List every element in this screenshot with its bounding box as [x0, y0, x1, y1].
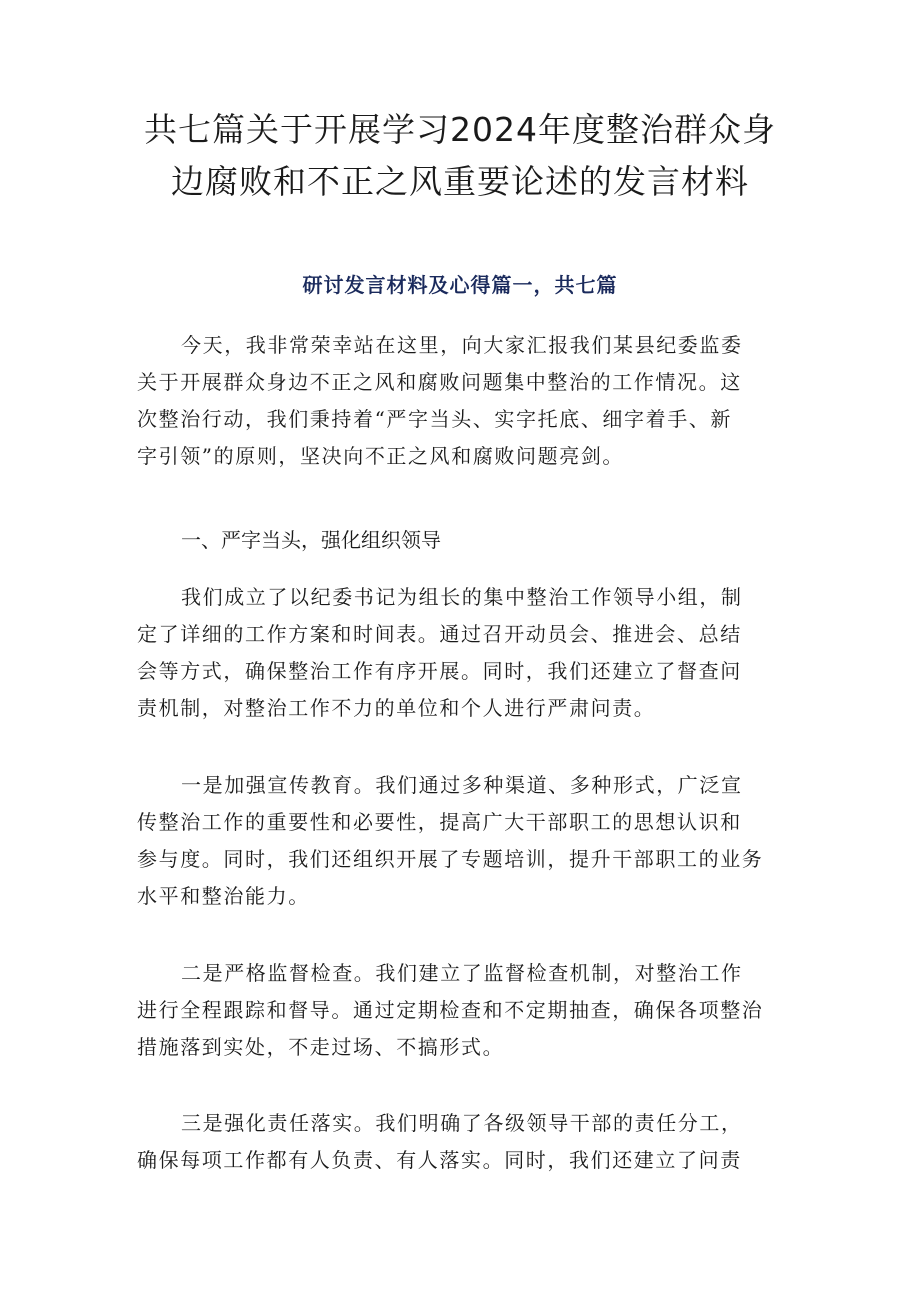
paragraph-line: 定了详细的工作方案和时间表。通过召开动员会、推进会、总结 [137, 622, 742, 646]
paragraph-line: 传整治工作的重要性和必要性，提高广大干部职工的思想认识和 [137, 810, 742, 834]
body-paragraph [137, 327, 792, 475]
paragraph-line: 我们成立了以纪委书记为组长的集中整治工作领导小组，制 [181, 585, 743, 609]
paragraph-line: 今天，我非常荣幸站在这里，向大家汇报我们某县纪委监委 [181, 333, 743, 357]
body-paragraph [137, 1105, 792, 1179]
section-heading: 一、严字当头，强化组织领导 [181, 528, 441, 552]
paragraph-line: 确保每项工作都有人负责、有人落实。同时，我们还建立了问责 [137, 1148, 742, 1172]
title-line: 边腐败和不正之风重要论述的发言材料 [171, 162, 749, 201]
document-title [130, 104, 790, 208]
paragraph-line: 二是严格监督检查。我们建立了监督检查机制，对整治工作 [181, 961, 743, 985]
paragraph-line: 会等方式，确保整治工作有序开展。同时，我们还建立了督查问 [137, 659, 742, 683]
paragraph-line: 次整治行动，我们秉持着“严字当头、实字托底、细字着手、新 [137, 407, 733, 431]
paragraph-line: 关于开展群众身边不正之风和腐败问题集中整治的工作情况。这 [137, 370, 742, 394]
paragraph-line: 措施落到实处，不走过场、不搞形式。 [137, 1035, 505, 1059]
body-paragraph [137, 579, 792, 727]
title-line: 共七篇关于开展学习2024年度整治群众身 [144, 110, 776, 149]
body-paragraph [137, 767, 792, 915]
paragraph-line: 字引领”的原则，坚决向不正之风和腐败问题亮剑。 [137, 444, 625, 468]
paragraph-line: 参与度。同时，我们还组织开展了专题培训，提升干部职工的业务 [137, 847, 764, 871]
paragraph-line: 进行全程跟踪和督导。通过定期检查和不定期抽查，确保各项整治 [137, 998, 764, 1022]
paragraph-line: 三是强化责任落实。我们明确了各级领导干部的责任分工， [181, 1111, 743, 1135]
paragraph-line: 水平和整治能力。 [137, 884, 310, 908]
body-paragraph [137, 955, 792, 1066]
paragraph-line: 责机制，对整治工作不力的单位和个人进行严肃问责。 [137, 696, 656, 720]
document-subtitle: 研讨发言材料及心得篇一，共七篇 [302, 273, 618, 297]
paragraph-line: 一是加强宣传教育。我们通过多种渠道、多种形式，广泛宣 [181, 773, 743, 797]
